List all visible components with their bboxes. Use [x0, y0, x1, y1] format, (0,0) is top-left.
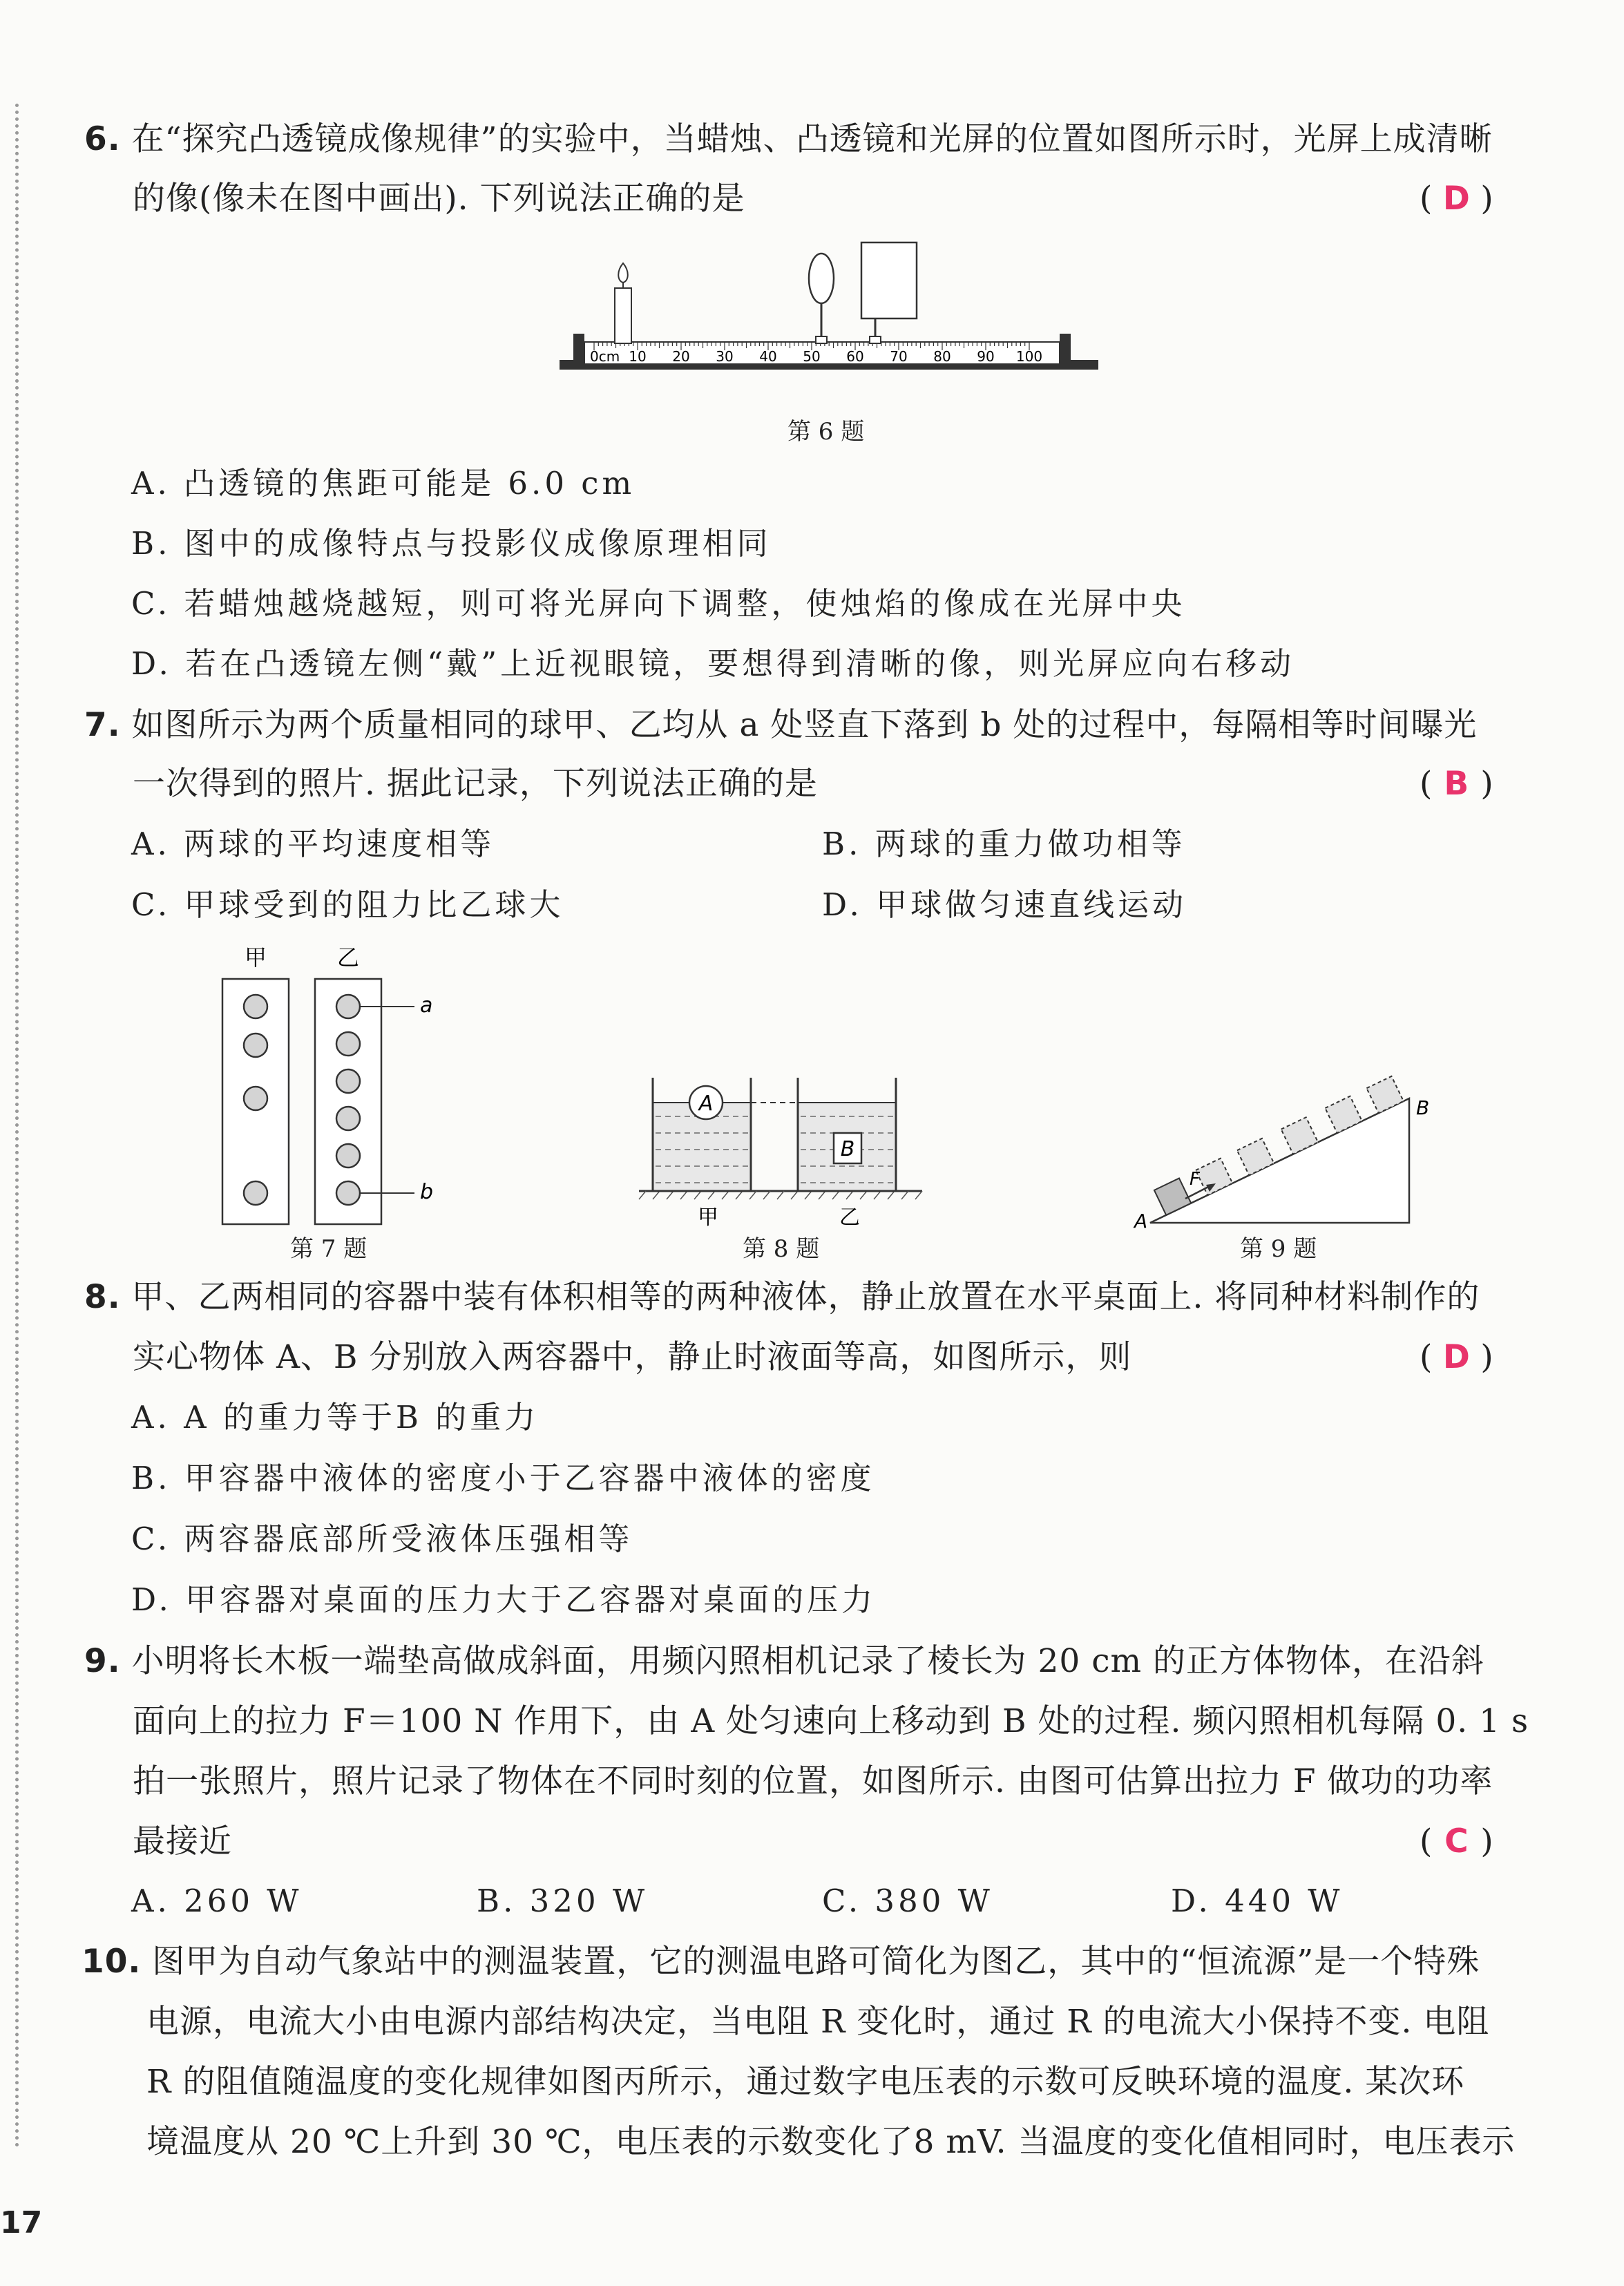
- q8-answer: D: [1442, 1338, 1470, 1376]
- ball: [244, 1181, 267, 1205]
- q10-line1: 10. 图甲为自动气象站中的测温装置，它的测温电路可简化为图乙，其中的“恒流源”是一个特殊: [82, 1943, 1480, 1981]
- ball: [336, 1144, 360, 1168]
- q8-answer-bracket: ( D ): [1420, 1337, 1493, 1378]
- q7-answer: B: [1444, 765, 1469, 803]
- ruler-label: 20: [672, 348, 690, 365]
- q7-figure-caption: 第 7 题: [290, 1235, 367, 1263]
- q6-answer: D: [1442, 180, 1470, 218]
- q7-line1: 7. 如图所示为两个质量相同的球甲、乙均从 a 处竖直下落到 b 处的过程中，每隔相等时间曝光: [84, 706, 1478, 744]
- page-number: 17: [0, 2205, 43, 2240]
- q9-line2: 面向上的拉力 F＝100 N 作用下，由 A 处匀速向上移动到 B 处的过程. 频闪照相机每隔 0. 1 s: [133, 1702, 1529, 1740]
- fig7-label-b: b: [420, 1180, 434, 1204]
- q9-answer-bracket: ( C ): [1420, 1821, 1493, 1863]
- ruler-label: 40: [759, 348, 777, 365]
- ball: [336, 1032, 360, 1056]
- q9-line4: 最接近: [133, 1822, 232, 1860]
- ball: [336, 1181, 360, 1205]
- q8-figure-containers: [639, 1064, 929, 1230]
- q6-option-a: A. 凸透镜的焦距可能是 6.0 cm: [131, 465, 636, 502]
- q9-answer: C: [1444, 1822, 1469, 1860]
- q7-option-d: D. 甲球做匀速直线运动: [822, 886, 1187, 923]
- q7-option-a: A. 两球的平均速度相等: [131, 826, 495, 862]
- ball: [336, 1069, 360, 1093]
- q9-figure-incline: [1119, 1081, 1471, 1233]
- q10-number: 10.: [82, 1943, 142, 1981]
- fig9-label-f: F: [1190, 1169, 1200, 1190]
- fig7-label-jia: 甲: [244, 944, 267, 971]
- ruler-label: 70: [890, 348, 908, 365]
- q6-number: 6.: [84, 120, 121, 158]
- q9-number: 9.: [84, 1642, 121, 1680]
- q8-option-d: D. 甲容器对桌面的压力大于乙容器对桌面的压力: [131, 1581, 877, 1618]
- q9-line1: 9. 小明将长木板一端垫高做成斜面，用频闪照相机记录了棱长为 20 cm 的正方体物体，在沿斜: [84, 1642, 1485, 1680]
- fig8-label-a: A: [698, 1092, 714, 1116]
- fig7-label-a: a: [420, 993, 433, 1018]
- bench-left-stand: [573, 334, 584, 370]
- q9-option-c: C. 380 W: [822, 1883, 993, 1919]
- q9-option-d: D. 440 W: [1171, 1883, 1344, 1919]
- q9-option-a: A. 260 W: [131, 1883, 303, 1919]
- q10-line2: 电源，电流大小由电源内部结构决定，当电阻 R 变化时，通过 R 的电流大小保持不变. 电阻: [146, 2003, 1490, 2041]
- ruler-label: 90: [977, 348, 995, 365]
- ruler-label: 30: [716, 348, 734, 365]
- ruler-label: 100: [1015, 348, 1043, 365]
- q6-line1: 6. 在“探究凸透镜成像规律”的实验中，当蜡烛、凸透镜和光屏的位置如图所示时，光屏上成清晰: [84, 120, 1493, 158]
- q7-number: 7.: [84, 706, 121, 744]
- q10-line4: 境温度从 20 ℃上升到 30 ℃，电压表的示数变化了8 mV. 当温度的变化值相同时，电压表示: [146, 2123, 1516, 2161]
- q9-line3: 拍一张照片，照片记录了物体在不同时刻的位置，如图所示. 由图可估算出拉力 F 做功的功率: [133, 1762, 1493, 1800]
- q8-line1: 8. 甲、乙两相同的容器中装有体积相等的两种液体，静止放置在水平桌面上. 将同种材料制作的: [84, 1278, 1480, 1316]
- convex-lens-icon: [809, 254, 834, 343]
- q8-option-c: C. 两容器底部所受液体压强相等: [131, 1521, 633, 1557]
- candle-icon: [615, 263, 631, 343]
- q6-figure-caption: 第 6 题: [787, 418, 865, 446]
- q6-option-d: D. 若在凸透镜左侧“戴”上近视眼镜，要想得到清晰的像，则光屏应向右移动: [131, 645, 1295, 682]
- ball: [244, 1087, 267, 1110]
- ruler-label: 0cm: [590, 348, 620, 365]
- ruler-label: 60: [846, 348, 864, 365]
- q8-option-a: A. A 的重力等于B 的重力: [131, 1399, 539, 1436]
- q8-figure-caption: 第 8 题: [743, 1235, 820, 1263]
- q7-line2: 一次得到的照片. 据此记录，下列说法正确的是: [133, 765, 818, 803]
- q7-answer-bracket: ( B ): [1420, 763, 1493, 805]
- fig7-label-yi: 乙: [336, 944, 360, 971]
- q7-option-b: B. 两球的重力做功相等: [822, 826, 1186, 862]
- q9-option-b: B. 320 W: [477, 1883, 649, 1919]
- q8-line2: 实心物体 A、B 分别放入两容器中，静止时液面等高，如图所示，则: [133, 1338, 1132, 1376]
- fig9-label-a: A: [1134, 1210, 1148, 1232]
- fig9-label-b: B: [1416, 1096, 1430, 1119]
- ruler-label: 50: [803, 348, 821, 365]
- bench-right-stand: [1060, 334, 1071, 370]
- ruler-label: 80: [933, 348, 951, 365]
- q7-figure-falling-balls: [207, 943, 456, 1233]
- q8-option-b: B. 甲容器中液体的密度小于乙容器中液体的密度: [131, 1460, 875, 1496]
- q10-line3: R 的阻值随温度的变化规律如图丙所示，通过数字电压表的示数可反映环境的温度. 某次环: [146, 2063, 1465, 2101]
- binding-dotted-line: [15, 104, 19, 2149]
- q6-option-c: C. 若蜡烛越烧越短，则可将光屏向下调整，使烛焰的像成在光屏中央: [131, 585, 1186, 622]
- q7-option-c: C. 甲球受到的阻力比乙球大: [131, 886, 564, 923]
- fig8-label-yi: 乙: [839, 1206, 860, 1230]
- ball: [336, 1107, 360, 1130]
- fig8-label-b: B: [840, 1137, 855, 1161]
- q6-answer-bracket: ( D ): [1420, 178, 1493, 220]
- q6-figure-optical-bench: [553, 238, 1105, 418]
- light-screen-icon: [861, 242, 917, 343]
- q6-line2: 的像(像未在图中画出). 下列说法正确的是: [133, 180, 745, 218]
- q6-option-b: B. 图中的成像特点与投影仪成像原理相同: [131, 525, 772, 562]
- ball: [336, 995, 360, 1018]
- ball: [244, 1034, 267, 1057]
- ruler-label: 10: [629, 348, 647, 365]
- q9-figure-caption: 第 9 题: [1240, 1235, 1317, 1263]
- ball: [244, 995, 267, 1018]
- fig8-label-jia: 甲: [698, 1206, 718, 1230]
- q8-number: 8.: [84, 1278, 121, 1316]
